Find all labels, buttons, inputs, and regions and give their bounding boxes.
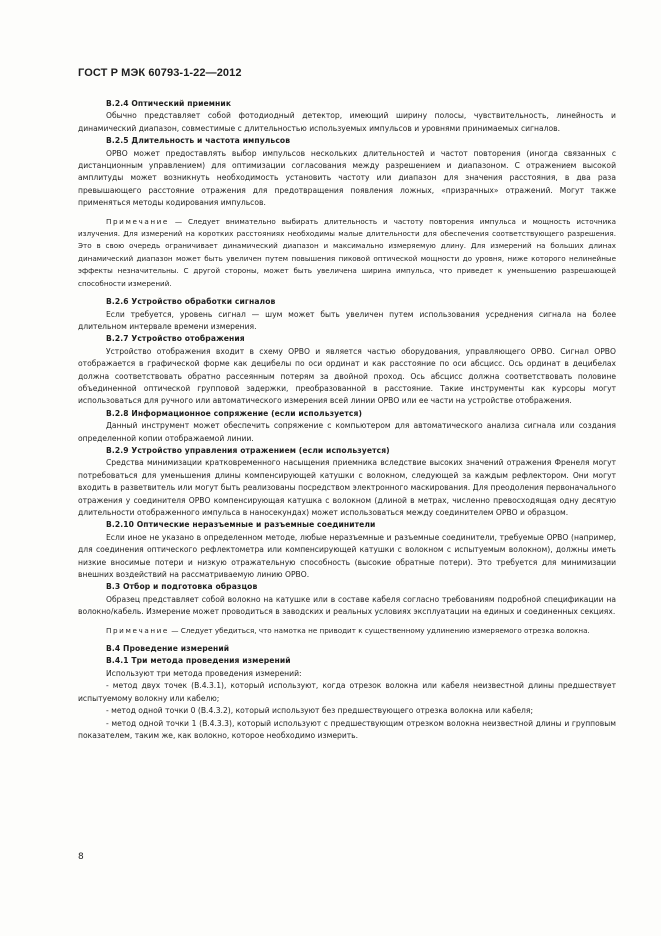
body-paragraph: Средства минимизации кратковременного насыщения приемника вследствие высоких значений отражения Френеля могут потребоваться для уменьшения длины компенсирующей катушки с волокном, следующей за каждым рефлектором. Они могут входить в разветвитель или могут быть реализованы посредством электронного маскирования. Для преодоления первоначального отражения у соединителя ОРВО компенсирующая катушка с волокном (длиной в метрах, численно превосходящая одну десятую длительности отображенного импульса в наносекундах) может использоваться между соединителем ОРВО и образцом. bbox=[78, 458, 616, 517]
section-heading: B.2.9 Устройство управления отражением (если используется) bbox=[106, 445, 390, 455]
section-heading: B.2.8 Информационное сопряжение (если используется) bbox=[106, 408, 363, 418]
body-paragraph: Образец представляет собой волокно на катушке или в составе кабеля согласно требованиям подробной спецификации на волокно/кабель. Измерение может проводиться в заводских и реальных условиях эксплуатации на единых и соединенных секциях. bbox=[78, 594, 616, 617]
section-heading: B.4.1 Три метода проведения измерений bbox=[106, 656, 291, 666]
document-body bbox=[78, 98, 616, 742]
section-heading: B.3 Отбор и подготовка образцов bbox=[106, 582, 258, 592]
body-paragraph: Если требуется, уровень сигнал — шум может быть увеличен путем использования усреднения сигнала на более длительном интервале времени измерения. bbox=[78, 309, 616, 331]
section-heading: B.2.7 Устройство отображения bbox=[106, 334, 245, 344]
section-heading: B.4 Проведение измерений bbox=[106, 644, 230, 654]
body-paragraph: - метод одной точки 1 (B.4.3.3), который используют с предшествующим отрезком волокна неизвестной длины и групповым показателем, таким же, как волокно, которое необходимо измерить. bbox=[78, 718, 616, 740]
page-number: 8 bbox=[78, 852, 84, 862]
note-label: Примечание bbox=[106, 625, 169, 635]
body-paragraph: Используют три метода проведения измерений: bbox=[106, 668, 302, 678]
note-label: Примечание bbox=[106, 216, 169, 226]
note-text: — Следует убедиться, что намотка не приводит к существенному удлинению измеряемого отрезка волокна. bbox=[168, 625, 590, 635]
section-heading: B.2.6 Устройство обработки сигналов bbox=[106, 297, 276, 307]
body-paragraph: Обычно представляет собой фотодиодный детектор, имеющий ширину полосы, чувствительность, линейность и динамический диапазон, совместимые с длительностью используемых импульсов и уровнями принимаемых сигналов. bbox=[78, 111, 616, 133]
section-heading: B.2.5 Длительность и частота импульсов bbox=[106, 136, 291, 146]
body-paragraph: Устройство отображения входит в схему ОРВО и является частью оборудования, управляющего ОРВО. Сигнал ОРВО отображается в графической форме как децибелы по оси ординат и как расстояние по оси абсцисс. Ось ординат в децибелах должна соответствовать обратно рассеянным потерям за двойной проход. Ось абсцисс должна соответствовать половине объединенной оптической групповой задержки, преобразованной в расстояние. Такие инструменты как курсоры могут использоваться для ручного или автоматического измерения всей линии ОРВО или ее части на устройстве отображения. bbox=[78, 346, 616, 406]
note-text: — Следует внимательно выбирать длительность и частоту повторения импульса и мощность источника излучения. Для измерений на коротких расстояниях необходимы малые длительности для обеспечения соответствующего разрешения. Это в свою очередь ограничивает динамический диапазон и максимально измеряемую длину. Для измерений на больших длинах динамический диапазон может быть увеличен путем повышения пиковой оптической мощности до уровня, ниже которого нелинейные эффекты незначительны. С другой стороны, может быть увеличена ширина импульса, что приведет к уменьшению разрешающей способности измерений. bbox=[78, 216, 616, 288]
body-paragraph: Данный инструмент может обеспечить сопряжение с компьютером для автоматического анализа сигнала или создания определенной копии отображаемой линии. bbox=[78, 421, 616, 443]
body-paragraph: - метод одной точки 0 (B.4.3.2), который используют без предшествующего отрезка волокна или кабеля; bbox=[106, 706, 534, 716]
body-paragraph: - метод двух точек (B.4.3.1), который используют, когда отрезок волокна или кабеля неизвестной длины предшествует испытуемому волокну или кабелю; bbox=[78, 681, 616, 703]
note-paragraph bbox=[78, 216, 616, 290]
body-paragraph: ОРВО может предоставлять выбор импульсов нескольких длительностей и частот повторения (иногда связанных с дистанционным управлением) для оптимизации согласования между разрешением и диапазоном. С отражением высокой амплитуды может возникнуть необходимость установить частоту или диапазон для значения расстояния, в два раза превышающего расстояние отражения для предотвращения появления ложных, «призрачных» отражений. Могут также применяться методы кодирования импульсов. bbox=[78, 148, 616, 208]
section-heading: B.2.4 Оптический приемник bbox=[106, 99, 232, 108]
body-paragraph: Если иное не указано в определенном методе, любые неразъемные и разъемные соединители, требуемые ОРВО (например, для соединения оптического рефлектометра или компенсирующей катушки с волокном с испытуемым волокном), должны иметь низкие вносимые потери и низкую отражательную способность (высокие обратные потери). Это требуется для минимизации внешних воздействий на рассматриваемую линию ОРВО. bbox=[78, 532, 616, 580]
note-paragraph bbox=[78, 625, 616, 637]
document-header: ГОСТ Р МЭК 60793-1-22—2012 bbox=[78, 67, 242, 79]
section-heading: B.2.10 Оптические неразъемные и разъемные соединители bbox=[106, 520, 376, 530]
